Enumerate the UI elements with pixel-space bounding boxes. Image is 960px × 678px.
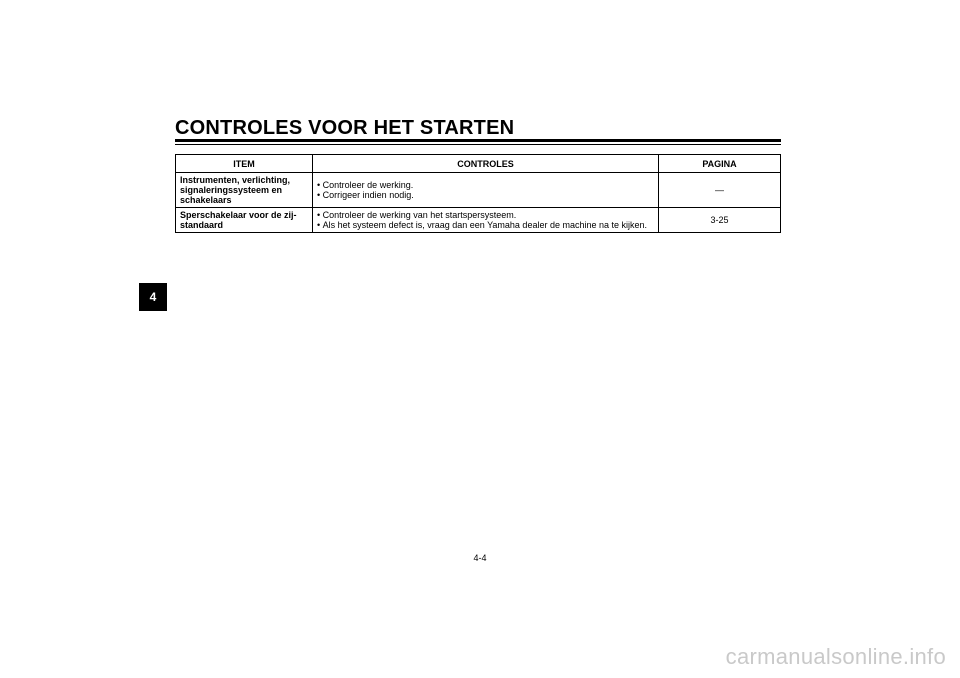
chapter-tab: 4 — [139, 283, 167, 311]
control-bullet: • Corrigeer indien nodig. — [317, 190, 654, 200]
column-header-page: PAGINA — [659, 155, 781, 173]
row-item: Instrumenten, verlichting, signaleringssysteem en schakelaars — [176, 173, 313, 208]
row-item: Sperschakelaar voor de zij-standaard — [176, 208, 313, 233]
row-page: — — [659, 173, 781, 208]
control-bullet: • Controleer de werking. — [317, 180, 654, 190]
table-row — [176, 208, 781, 233]
column-header-item: ITEM — [176, 155, 313, 173]
title-rule-thick — [175, 139, 781, 142]
table-row — [176, 173, 781, 208]
control-bullet: • Controleer de werking van het startspersysteem. — [317, 210, 654, 220]
control-bullet: • Als het systeem defect is, vraag dan een Yamaha dealer de machine na te kijken. — [317, 220, 654, 230]
row-page: 3-25 — [659, 208, 781, 233]
table-header-row — [176, 155, 781, 173]
title-rule-thin — [175, 144, 781, 145]
row-controls — [313, 208, 659, 233]
watermark: carmanualsonline.info — [725, 644, 946, 669]
page-title: CONTROLES VOOR HET STARTEN — [175, 117, 515, 139]
checks-table — [175, 154, 781, 233]
row-controls — [313, 173, 659, 208]
column-header-controls: CONTROLES — [313, 155, 659, 173]
page-number: 4-4 — [473, 553, 487, 563]
